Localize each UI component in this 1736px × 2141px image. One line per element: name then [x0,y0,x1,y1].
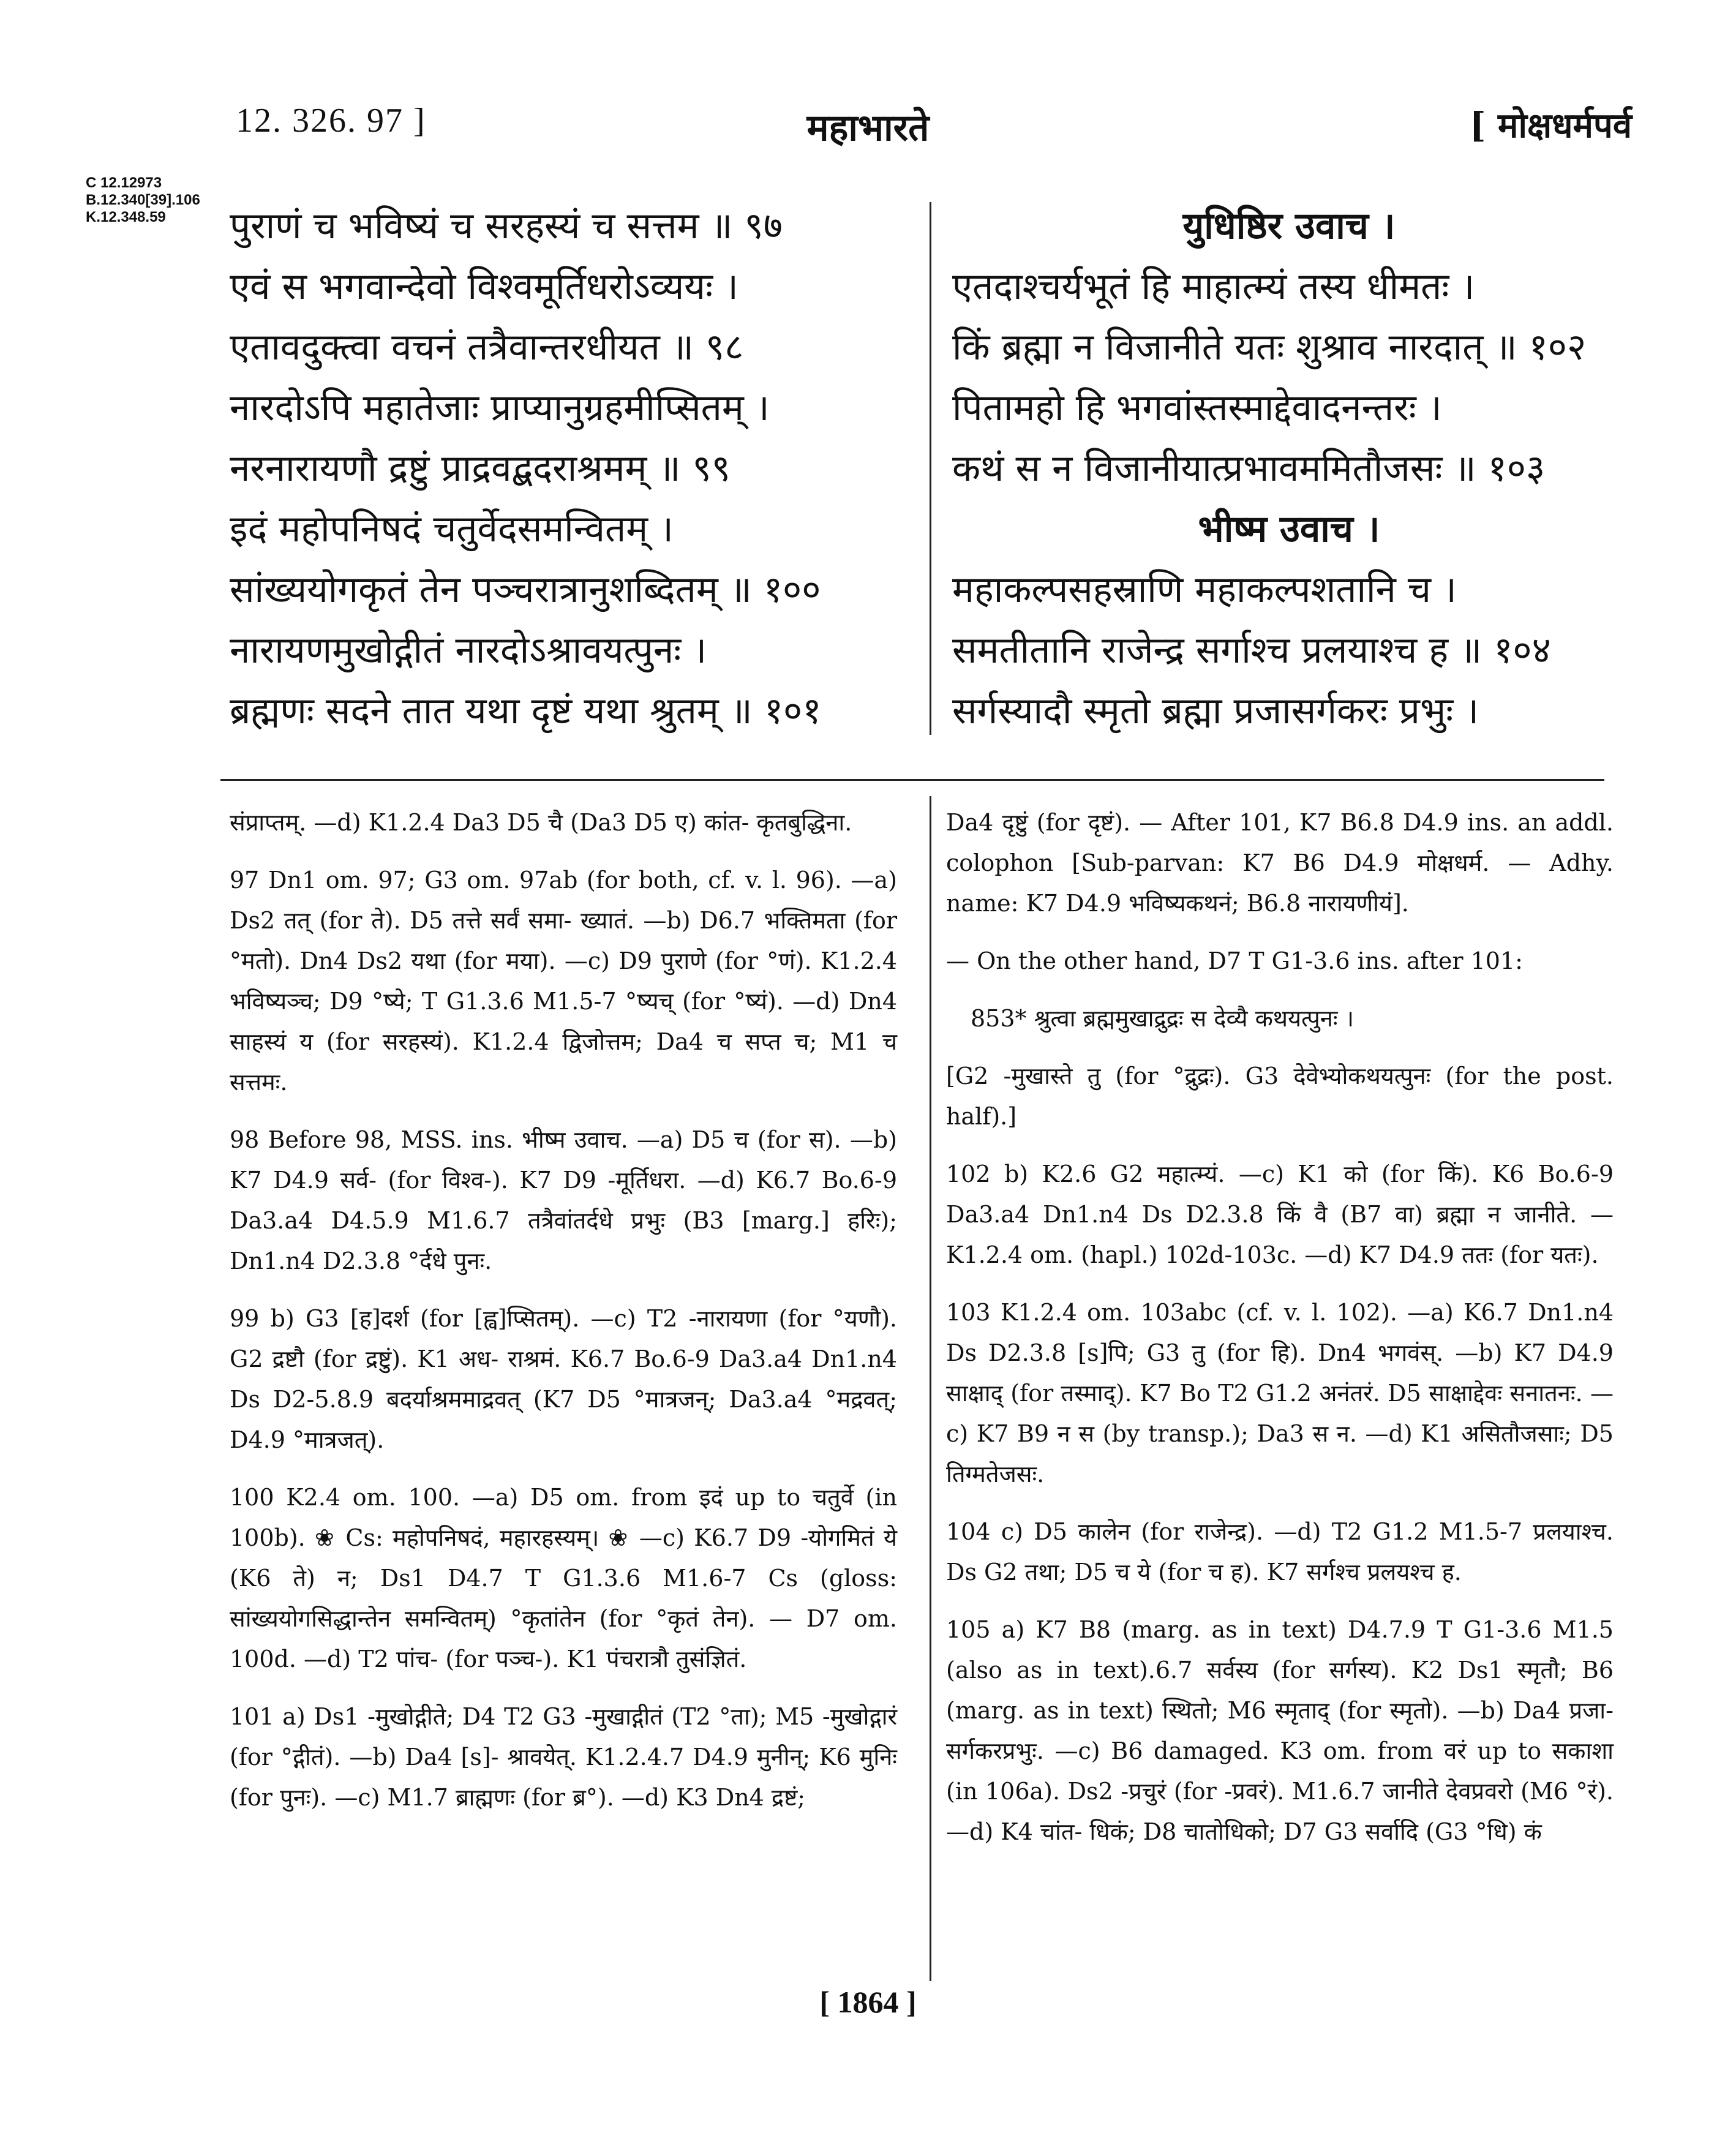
verse-line: पितामहो हि भगवांस्तस्माद्देवादनन्तरः । [952,386,1442,429]
apparatus-inserted-passage: 853* श्रुत्वा ब्रह्ममुखाद्रुद्रः स देव्यै कथयत्पुनः । [971,1005,1355,1032]
apparatus-note: संप्राप्तम्. —d) K1.2.4 Da3 D5 चै (Da3 D5 ए) कांत- कृतबुद्धिना. [230,809,852,836]
verse-line: सांख्ययोगकृतं तेन पञ्चरात्रानुशब्दितम् ॥ १०० [230,568,821,611]
verse-line: नारायणमुखोद्गीतं नारदोऽश्रावयत्पुनः । [230,629,707,672]
verse-line: एतदाश्चर्यभूतं हि माहात्म्यं तस्य धीमतः । [952,265,1475,308]
verse-line: नारदोऽपि महातेजाः प्राप्यानुग्रहमीप्सितम् । [230,386,770,429]
apparatus-column-right [946,802,1614,1869]
parva-title: [ मोक्षधर्मपर्व [1469,105,1632,146]
verse-line: ब्रह्मणः सदने तात यथा दृष्टं यथा श्रुतम् ॥ १०१ [230,690,822,732]
apparatus-note: 102 b) K2.6 G2 महात्म्यं. —c) K1 को (for किं). K6 Bo.6-9 Da3.a4 Dn1.n4 Ds D2.3.8 किं वै (B7 वा) ब्रह्मा न जानीते. — K1.2.4 om. (hapl.) 102d-103c. —d) K7 D4.9 ततः (for यतः). [946,1161,1614,1268]
verse-line: किं ब्रह्मा न विजानीते यतः शुश्राव नारदात् ॥ १०२ [952,326,1587,369]
apparatus-note: [G2 -मुखास्ते तु (for °द्रुद्रः). G3 देवेभ्योकथयत्पुनः (for the post. half).] [946,1063,1614,1130]
book-title: महाभारते [806,107,930,149]
verse-column-left [230,196,915,742]
verse-line: समतीतानि राजेन्द्र सर्गाश्च प्रलयाश्च ह ॥ १०४ [952,629,1551,672]
crossref-b: B.12.340[39].106 [86,192,200,208]
verse-line: एतावदुक्त्वा वचनं तत्रैवान्तरधीयत ॥ ९८ [230,326,744,369]
column-divider-bottom [930,796,931,1981]
apparatus-note: 100 K2.4 om. 100. —a) D5 om. from इदं up to चतुर्वे (in 100b). ❀ Cs: महोपनिषदं, महारहस्यम्। ❀ —c) K6.7 D9 -योगमितं ये (K6 ते) न; Ds1 D4.7 T G1.3.6 M1.6-7 Cs (gloss: सांख्ययोगसिद्धान्तेन समन्वितम्) °कृतांतेन (for °कृतं तेन). — D7 om. 100d. —d) T2 पांच- (for पञ्च-). K1 पंचरात्रौ तुसंज्ञितं. [230,1484,897,1673]
apparatus-note: 104 c) D5 कालेन (for राजेन्द्र). —d) T2 G1.2 M1.5-7 प्रलयाश्च. Ds G2 तथा; D5 च ये (for च ह). K7 सर्गश्च प्रलयश्च ह. [946,1518,1614,1586]
apparatus-column-left [230,802,897,1835]
verse-line: पुराणं च भविष्यं च सरहस्यं च सत्तम ॥ ९७ [230,205,783,247]
apparatus-note: — On the other hand, D7 T G1-3.6 ins. after 101: [946,947,1523,974]
apparatus-note: 98 Before 98, MSS. ins. भीष्म उवाच. —a) D5 च (for स). —b) K7 D4.9 सर्व- (for विश्व-). K7 D9 -मूर्तिधरा. —d) K6.7 Bo.6-9 Da3.a4 D4.5.9 M1.6.7 तत्रैवांतर्दधे प्रभुः (B3 [marg.] हरिः); Dn1.n4 D2.3.8 °र्दधे पुनः. [230,1126,897,1274]
verse-line: कथं स न विजानीयात्प्रभावममितौजसः ॥ १०३ [952,447,1546,490]
cross-references [86,175,200,226]
speaker-heading: भीष्म उवाच । [1198,508,1380,551]
verse-line: एवं स भगवान्देवो विश्वमूर्तिधरोऽव्ययः । [230,265,738,308]
apparatus-note: 97 Dn1 om. 97; G3 om. 97ab (for both, cf. v. l. 96). —a) Ds2 तत् (for ते). D5 तत्ते सर्वं समा- ख्यातं. —b) D6.7 भक्तिमता (for °मतो). Dn4 Ds2 यथा (for मया). —c) D9 पुराणे (for °णं). K1.2.4 भविष्यञ्च; D9 °ष्ये; T G1.3.6 M1.5-7 °ष्यच् (for °ष्यं). —d) Dn4 साहस्यं य (for सरहस्यं). K1.2.4 द्विजोत्तम; Da4 च सप्त च; M1 च सत्तमः. [230,867,897,1096]
page-number: [ 1864 ] [819,1985,917,2019]
apparatus-note: 99 b) G3 [ह]दर्श (for [ह्व]प्सितम्). —c) T2 -नारायणा (for °यणौ). G2 द्रष्टौ (for द्रष्टुं). K1 अध- राश्रमं. K6.7 Bo.6-9 Da3.a4 Dn1.n4 Ds D2-5.8.9 बदर्याश्रममाद्रवत् (K7 D5 °मात्रजन्; Da3.a4 °मद्रवत्; D4.9 °मात्रजत्). [230,1305,897,1453]
verse-line: सर्गस्यादौ स्मृतो ब्रह्मा प्रजासर्गकरः प्रभुः । [952,690,1479,732]
apparatus-rule [220,779,1604,781]
verse-line: महाकल्पसहस्राणि महाकल्पशतानि च । [952,568,1457,611]
column-divider-top [930,202,931,735]
verse-column-right [952,196,1626,742]
apparatus-note: 105 a) K7 B8 (marg. as in text) D4.7.9 T G1-3.6 M1.5 (also as in text).6.7 सर्वस्य (for सर्गस्य). K2 Ds1 स्मृतौ; B6 (marg. as in text) स्थितो; M6 स्मृताद् (for स्मृतो). —b) Da4 प्रजा- सर्गकरप्रभुः. —c) B6 damaged. K3 om. from वरं up to सकाशा (in 106a). Ds2 -प्रचुरं (for -प्रवरं). M1.6.7 जानीते देवप्रवरो (M6 °रं). —d) K4 चांत- धिकं; D8 चातोधिको; D7 G3 सर्वादि (G3 °धि) कं [946,1616,1614,1845]
verse-reference: 12. 326. 97 ] [236,102,426,140]
speaker-heading: युधिष्ठिर उवाच । [1182,205,1396,247]
apparatus-note: 103 K1.2.4 om. 103abc (cf. v. l. 102). —a) K6.7 Dn1.n4 Ds D2.3.8 [s]पि; G3 तु (for हि). Dn4 भगवंस्. —b) K7 D4.9 साक्षाद् (for तस्माद्). K7 Bo T2 G1.2 अनंतरं. D5 साक्षाद्देवः सनातनः. —c) K7 B9 न स (by transp.); Da3 स न. —d) K1 असितौजसाः; D5 तिग्मतेजसः. [946,1299,1614,1488]
apparatus-note: Da4 दृष्टुं (for दृष्टं). — After 101, K7 B6.8 D4.9 ins. an addl. colophon [Sub-parvan: K7 B6 D4.9 मोक्षधर्म. — Adhy. name: K7 D4.9 भविष्यकथनं; B6.8 नारायणीयं]. [946,809,1614,917]
verse-line: इदं महोपनिषदं चतुर्वेदसमन्वितम् । [230,508,674,551]
apparatus-note: 101 a) Ds1 -मुखोद्गीते; D4 T2 G3 -मुखाद्गीतं (T2 °ता); M5 -मुखोद्गारं (for °द्गीतं). —b) Da4 [s]- श्रावयेत्. K1.2.4.7 D4.9 मुनीन्; K6 मुनिः (for पुनः). —c) M1.7 ब्राह्मणः (for ब्र°). —d) K3 Dn4 द्रष्टं; [230,1703,897,1811]
crossref-k: K.12.348.59 [86,209,166,225]
crossref-c: C 12.12973 [86,175,162,191]
verse-line: नरनारायणौ द्रष्टुं प्राद्रवद्बदराश्रमम् ॥ ९९ [230,447,731,490]
